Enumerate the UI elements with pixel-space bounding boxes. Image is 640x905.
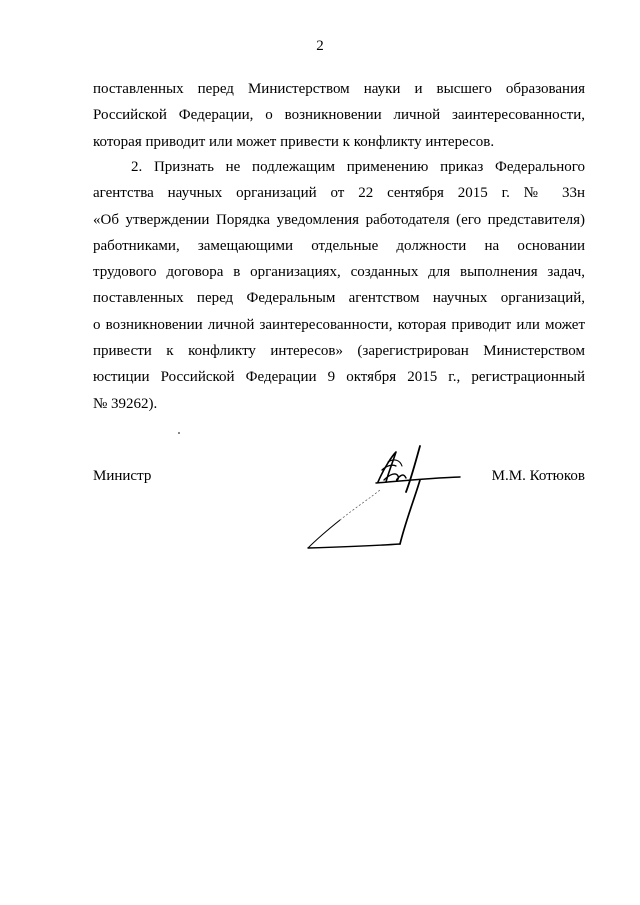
paragraph-line: «Об утверждении Порядка уведомления работодателя (его представителя) xyxy=(93,211,585,228)
paragraph-line: которая приводит или может привести к конфликту интересов. xyxy=(93,133,495,150)
scan-speck xyxy=(178,432,180,434)
paragraph-line: поставленных перед Министерством науки и высшего образования xyxy=(93,81,585,97)
paragraph-line: о возникновении личной заинтересованности, которая приводит или может xyxy=(93,316,585,333)
paragraph-line: 2. Признать не подлежащим применению приказ Федерального xyxy=(131,159,585,175)
paragraph-line: Российской Федерации, о возникновении личной заинтересованности, xyxy=(93,107,585,124)
paragraph-line: поставленных перед Федеральным агентством научных организаций, xyxy=(93,290,585,307)
paragraph-2 xyxy=(93,154,585,417)
paragraph-1 xyxy=(93,76,585,155)
signer-title: Министр xyxy=(93,468,152,484)
paragraph-line: работниками, замещающими отдельные должности на основании xyxy=(93,237,585,254)
paragraph-line: № 39262). xyxy=(93,395,158,412)
paragraph-line: агентства научных организаций от 22 сентября 2015 г. № 33н xyxy=(93,185,585,202)
signer-name: М.М. Котюков xyxy=(491,468,585,484)
page-number: 2 xyxy=(316,38,324,54)
paragraph-line: привести к конфликту интересов» (зарегистрирован Министерством xyxy=(93,343,585,360)
paragraph-line: юстиции Российской Федерации 9 октября 2015 г., регистрационный xyxy=(93,369,585,386)
handwritten-signature xyxy=(300,440,480,555)
paragraph-line: трудового договора в организациях, созданных для выполнения задач, xyxy=(93,264,585,281)
